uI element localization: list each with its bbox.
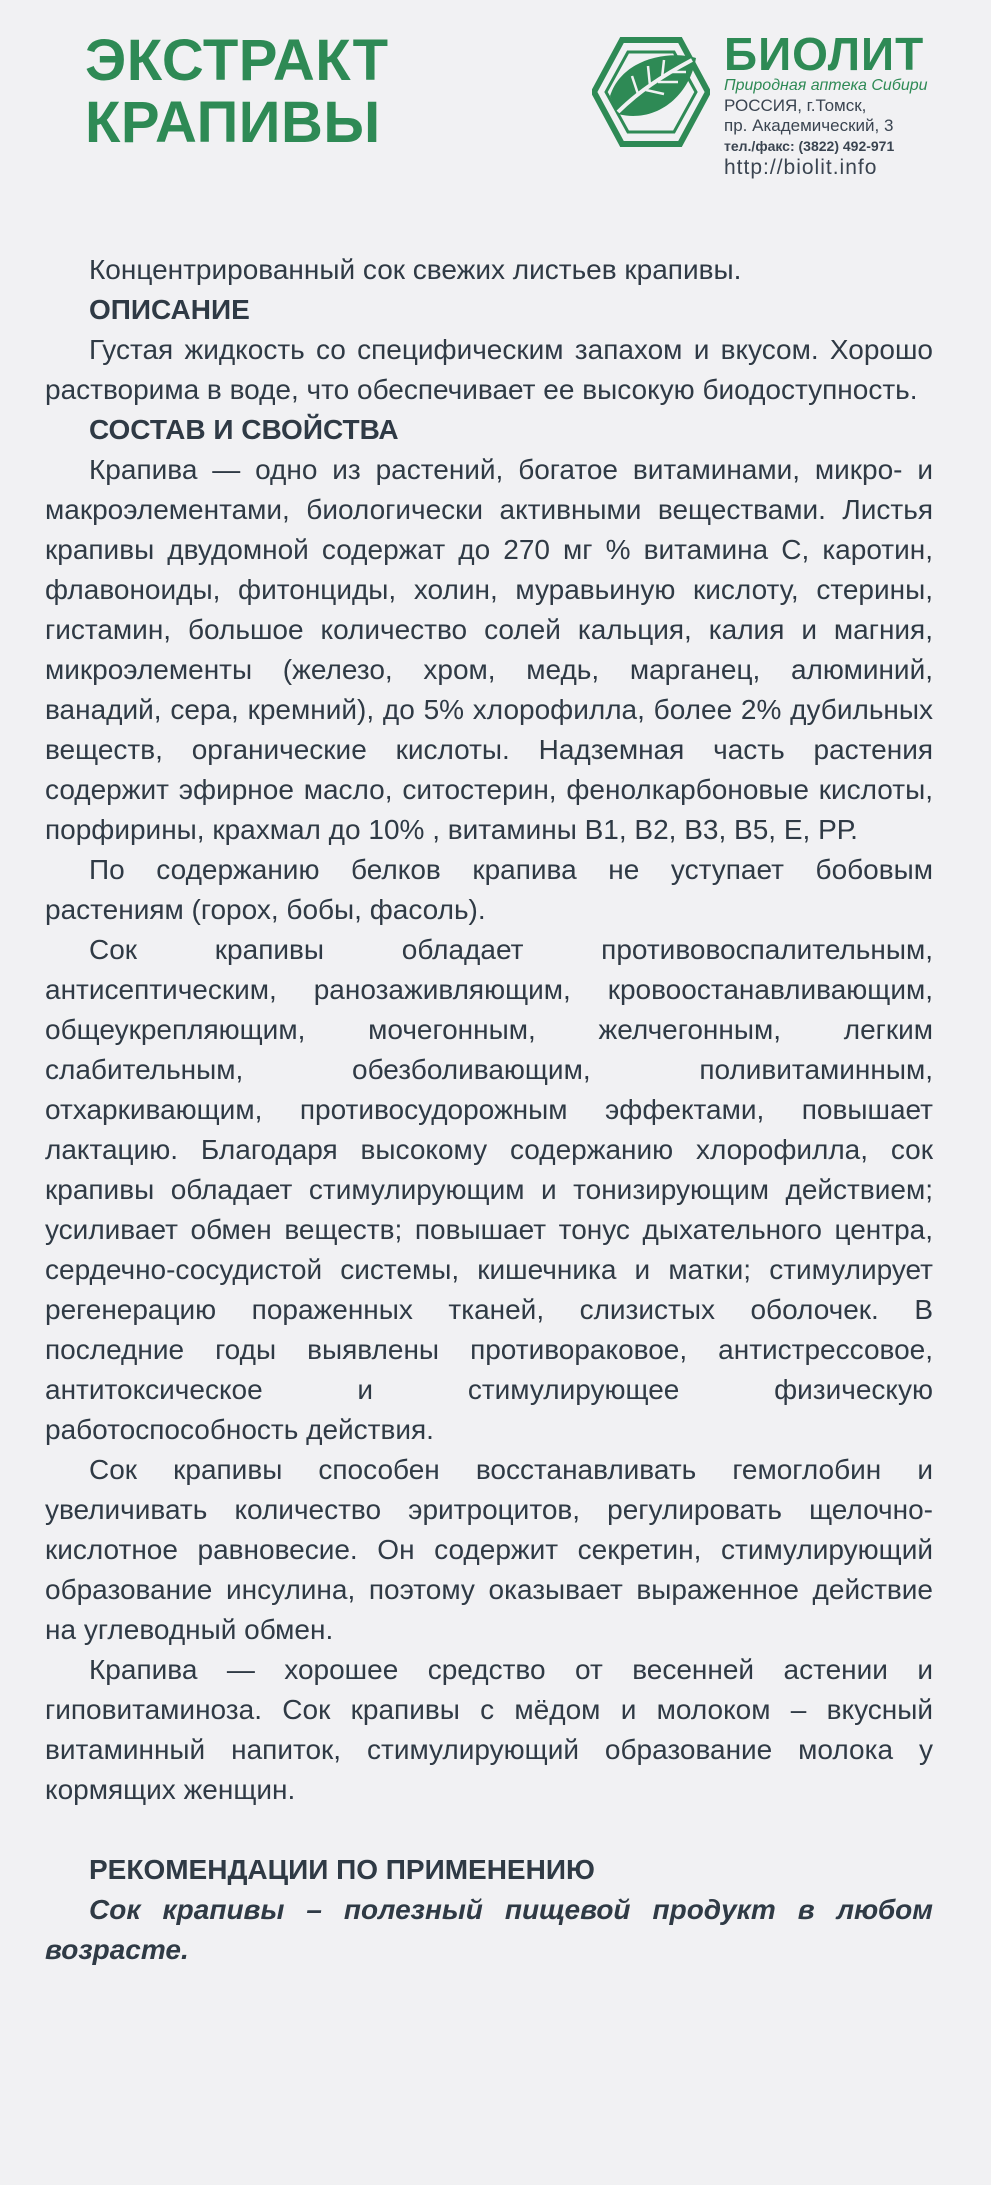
leaf-hexagon-icon	[592, 36, 710, 148]
brand-name: БИОЛИТ	[724, 28, 925, 80]
composition-paragraph-5: Крапива — хорошее средство от весенней астении и гиповитаминоза. Сок крапивы с мёдом и молоком – вкусный витаминный напиток, стимулирующий образование молока у кормящих женщин.	[45, 1654, 933, 1805]
intro-paragraph: Концентрированный сок свежих листьев крапивы.	[89, 254, 742, 285]
description-heading: ОПИСАНИЕ	[89, 294, 250, 325]
composition-heading: СОСТАВ И СВОЙСТВА	[89, 414, 399, 445]
recommendations-heading: РЕКОМЕНДАЦИИ ПО ПРИМЕНЕНИЮ	[89, 1854, 595, 1885]
product-title-line-1: ЭКСТРАКТ	[85, 28, 389, 93]
product-title	[85, 30, 389, 154]
recommendations-paragraph: Сок крапивы – полезный пищевой продукт в любом возрасте.	[45, 1894, 933, 1965]
composition-paragraph-3: Сок крапивы обладает противовоспалительным, антисептическим, ранозаживляющим, кровоостанавливающим, общеукрепляющим, мочегонным, желчегонным, легким слабительным, обезболивающим, поливитаминным, отхаркивающим, противосудорожным эффектами, повышает лактацию. Благодаря высокому содержанию хлорофилла, сок крапивы обладает стимулирующим и тонизирующим действием; усиливает обмен веществ; повышает тонус дыхательного центра, сердечно-сосудистой системы, кишечника и матки; стимулирует регенерацию пораженных тканей, слизистых оболочек. В последние годы выявлены противораковое, антистрессовое, антитоксическое и стимулирующее физическую работоспособность действия.	[45, 934, 933, 1445]
composition-paragraph-2: По содержанию белков крапива не уступает бобовым растениям (горох, бобы, фасоль).	[45, 854, 933, 925]
composition-paragraph-1: Крапива — одно из растений, богатое витаминами, микро- и макроэлементами, биологически активными веществами. Листья крапивы двудомной содержат до 270 мг % витамина С, каротин, флавоноиды, фитонциды, холин, муравьиную кислоту, стерины, гистамин, большое количество солей кальция, калия и магния, микроэлементы (железо, хром, медь, марганец, алюминий, ванадий, сера, кремний), до 5% хлорофилла, более 2% дубильных веществ, органические кислоты. Надземная часть растения содержит эфирное масло, ситостерин, фенолкарбоновые кислоты, порфирины, крахмал до 10% , витамины В1, В2, В3, В5, Е, РР.	[45, 454, 933, 845]
brand-phone: тел./факс: (3822) 492-971	[724, 138, 895, 154]
brand-tagline: Природная аптека Сибири	[724, 77, 928, 94]
product-title-line-2: КРАПИВЫ	[85, 90, 381, 155]
brand-text	[724, 30, 954, 179]
leaflet-content	[45, 250, 933, 1970]
brand-country-city: РОССИЯ, г.Томск,	[724, 96, 867, 115]
brand-address: пр. Академический, 3	[724, 116, 894, 135]
description-paragraph: Густая жидкость со специфическим запахом и вкусом. Хорошо растворима в воде, что обеспечивает ее высокую биодоступность.	[45, 334, 933, 405]
brand-block	[592, 30, 952, 190]
brand-url: http://biolit.info	[724, 156, 878, 179]
composition-paragraph-4: Сок крапивы способен восстанавливать гемоглобин и увеличивать количество эритроцитов, регулировать щелочно-кислотное равновесие. Он содержит секретин, стимулирующий образование инсулина, поэтому оказывает выраженное действие на углеводный обмен.	[45, 1454, 933, 1645]
